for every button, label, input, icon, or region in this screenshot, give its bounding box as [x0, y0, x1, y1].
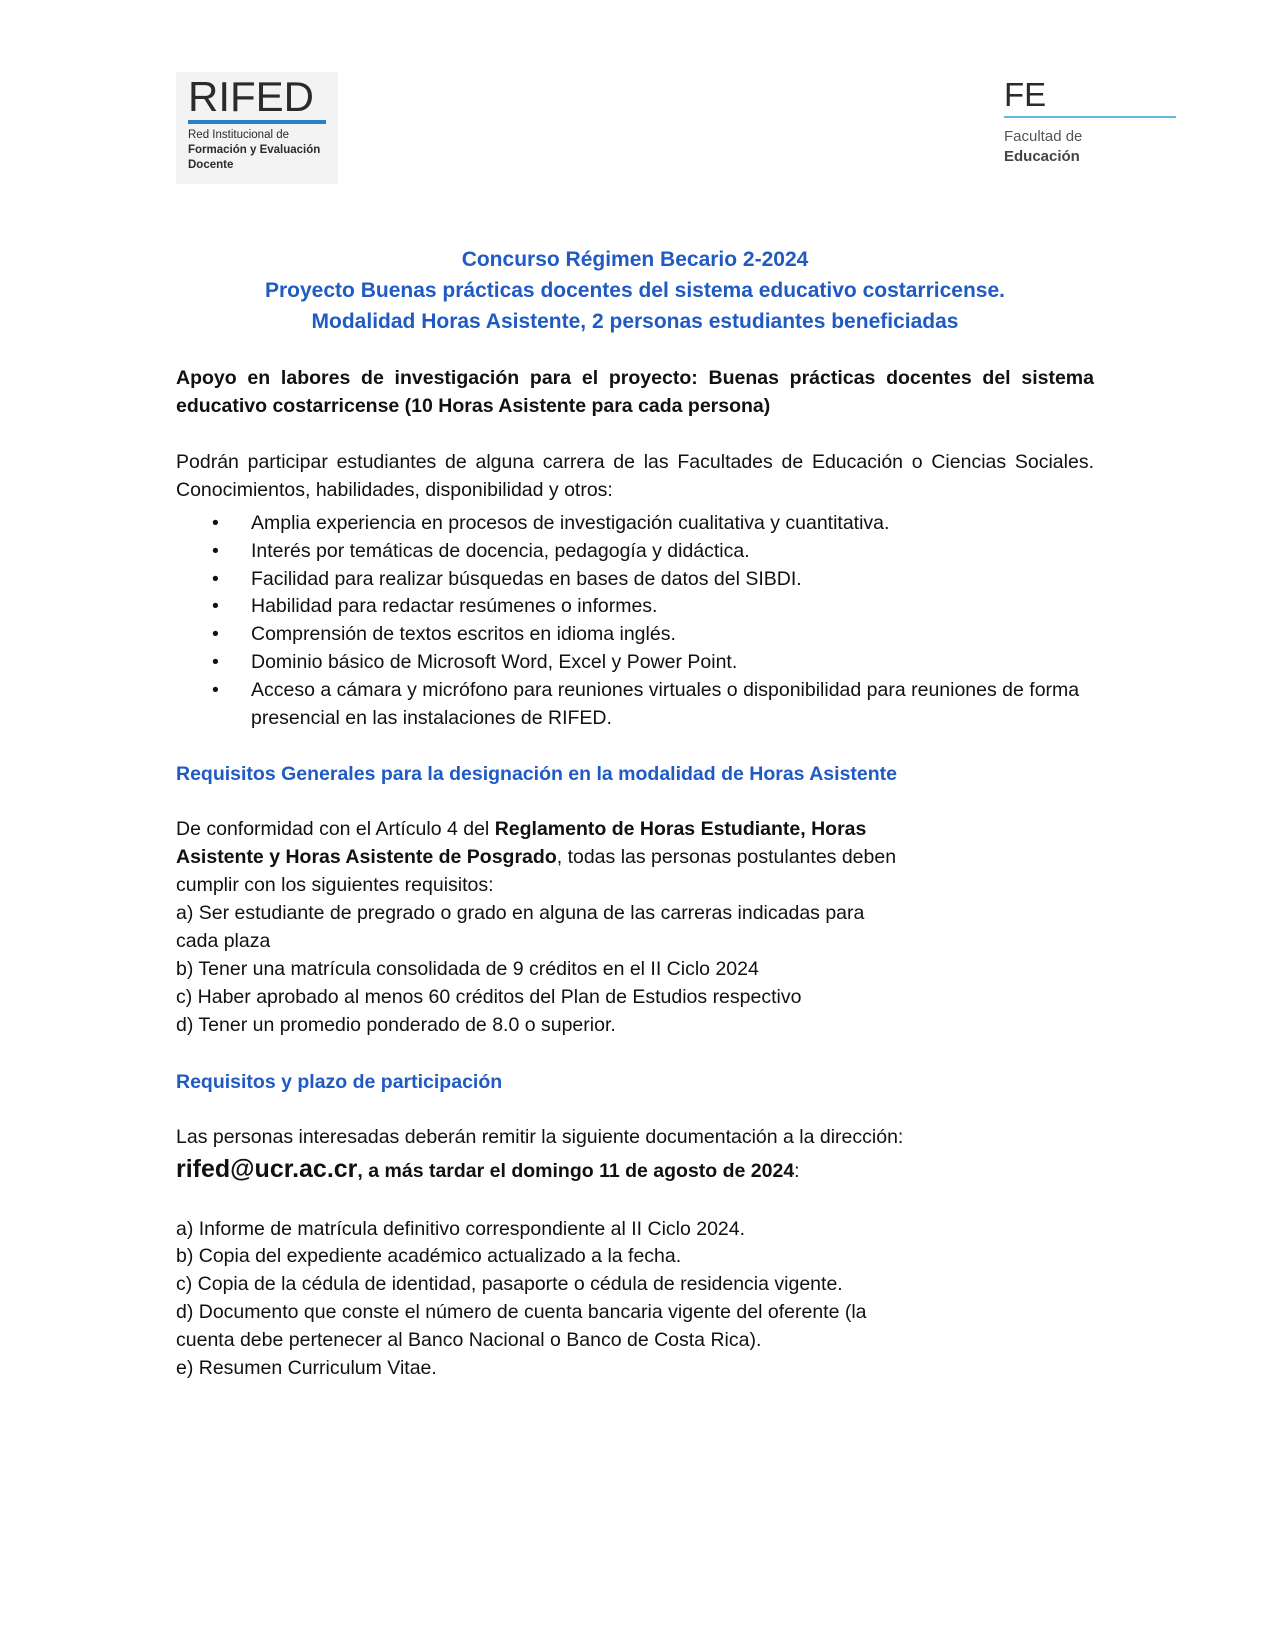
intro-bold-paragraph: Apoyo en labores de investigación para el proyecto: Buenas prácticas docentes del sistema educativo costarricense (10 Horas Asistente para cada persona)	[176, 367, 1094, 417]
text-line: Las personas interesadas deberán remitir la siguiente documentación a la dirección:	[176, 1125, 904, 1148]
requirement-item: cada plaza	[176, 930, 271, 952]
skill-text: Facilidad para realizar búsquedas en bases de datos del SIBDI.	[251, 567, 802, 590]
rifed-logo-line-3: Docente	[188, 159, 234, 171]
skills-list	[176, 510, 1094, 732]
general-requirements-paragraph	[176, 816, 1094, 1039]
email-link[interactable]: rifed@ucr.ac.cr	[176, 1154, 358, 1183]
title-line-1: Concurso Régimen Becario 2-2024	[461, 248, 809, 271]
rifed-logo-line-1: Red Institucional de	[188, 129, 290, 141]
requirement-item: d) Tener un promedio ponderado de 8.0 o superior.	[176, 1013, 616, 1036]
rifed-logo-wordmark: RIFED	[188, 73, 314, 120]
document-item: cuenta debe pertenecer al Banco Nacional o Banco de Costa Rica).	[176, 1329, 762, 1352]
text-line: cumplir con los siguientes requisitos:	[176, 874, 494, 897]
bullet-icon: •	[212, 595, 219, 618]
rifed-logo	[176, 72, 338, 184]
requirement-item: c) Haber aprobado al menos 60 créditos del Plan de Estudios respectivo	[176, 985, 802, 1008]
section-heading-participation: Requisitos y plazo de participación	[176, 1070, 503, 1093]
list-item	[176, 649, 1094, 677]
skill-text: Interés por temáticas de docencia, pedagogía y didáctica.	[251, 539, 750, 562]
text-span: , todas las personas postulantes deben	[556, 846, 897, 869]
fe-logo-underline	[1004, 116, 1176, 118]
document-body	[176, 244, 1094, 1383]
bullet-icon: •	[212, 623, 219, 646]
list-item	[176, 538, 1094, 566]
list-item	[176, 593, 1094, 621]
requirement-item: a) Ser estudiante de pregrado o grado en alguna de las carreras indicadas para	[176, 902, 865, 925]
regulation-name-part-1: Reglamento de Horas Estudiante, Horas	[494, 818, 867, 841]
document-item: a) Informe de matrícula definitivo correspondiente al II Ciclo 2024.	[176, 1217, 746, 1240]
title-line-3: Modalidad Horas Asistente, 2 personas estudiantes beneficiadas	[311, 310, 959, 333]
regulation-name-part-2: Asistente y Horas Asistente de Posgrado	[176, 846, 557, 869]
section-heading-general-requirements: Requisitos Generales para la designación en la modalidad de Horas Asistente	[176, 763, 898, 786]
document-item: e) Resumen Curriculum Vitae.	[176, 1357, 437, 1380]
text-span: De conformidad con el Artículo 4 del	[176, 818, 495, 841]
documents-list	[176, 1216, 1094, 1383]
list-item	[176, 621, 1094, 649]
skill-text: Dominio básico de Microsoft Word, Excel y Power Point.	[251, 650, 738, 673]
skill-text: Acceso a cámara y micrófono para reuniones virtuales o disponibilidad para reuniones de forma presencial en las instalaciones de RIFED.	[251, 678, 1080, 729]
skill-text: Amplia experiencia en procesos de investigación cualitativa y cuantitativa.	[251, 512, 890, 534]
document-item: c) Copia de la cédula de identidad, pasaporte o cédula de residencia vigente.	[176, 1273, 843, 1296]
text-line	[176, 816, 1094, 844]
participation-paragraph	[176, 1124, 1094, 1188]
bullet-icon: •	[212, 539, 219, 562]
participants-paragraph: Podrán participar estudiantes de alguna carrera de las Facultades de Educación o Ciencias Sociales. Conocimientos, habilidades, disponibilidad y otros:	[176, 451, 1094, 501]
skill-text: Comprensión de textos escritos en idioma inglés.	[251, 623, 676, 646]
text-span: :	[794, 1159, 800, 1182]
skill-text: Habilidad para redactar resúmenes o informes.	[251, 595, 658, 618]
bullet-icon: •	[212, 678, 219, 701]
fe-logo-line-2: Educación	[1004, 148, 1080, 165]
fe-logo	[1004, 78, 1176, 170]
deadline-text: , a más tardar el domingo 11 de agosto de 2024	[357, 1159, 795, 1182]
bullet-icon: •	[212, 567, 219, 590]
fe-logo-line-1: Facultad de	[1004, 128, 1083, 145]
bullet-icon: •	[212, 650, 219, 673]
rifed-logo-subtitle	[188, 128, 320, 173]
title-line-2: Proyecto Buenas prácticas docentes del sistema educativo costarricense.	[265, 279, 1005, 302]
document-item: d) Documento que conste el número de cuenta bancaria vigente del oferente (la	[176, 1301, 867, 1324]
rifed-logo-line-2: Formación y Evaluación	[188, 144, 321, 156]
document-title	[176, 244, 1094, 337]
text-line	[176, 844, 1094, 872]
list-item	[176, 510, 1094, 538]
text-line	[176, 1152, 1094, 1188]
list-item	[176, 566, 1094, 594]
list-item	[176, 677, 1094, 733]
fe-logo-wordmark: FE	[1004, 76, 1047, 113]
bullet-icon: •	[212, 512, 219, 534]
requirement-item: b) Tener una matrícula consolidada de 9 créditos en el II Ciclo 2024	[176, 957, 759, 980]
rifed-logo-underline	[188, 120, 326, 124]
document-item: b) Copia del expediente académico actualizado a la fecha.	[176, 1245, 682, 1268]
